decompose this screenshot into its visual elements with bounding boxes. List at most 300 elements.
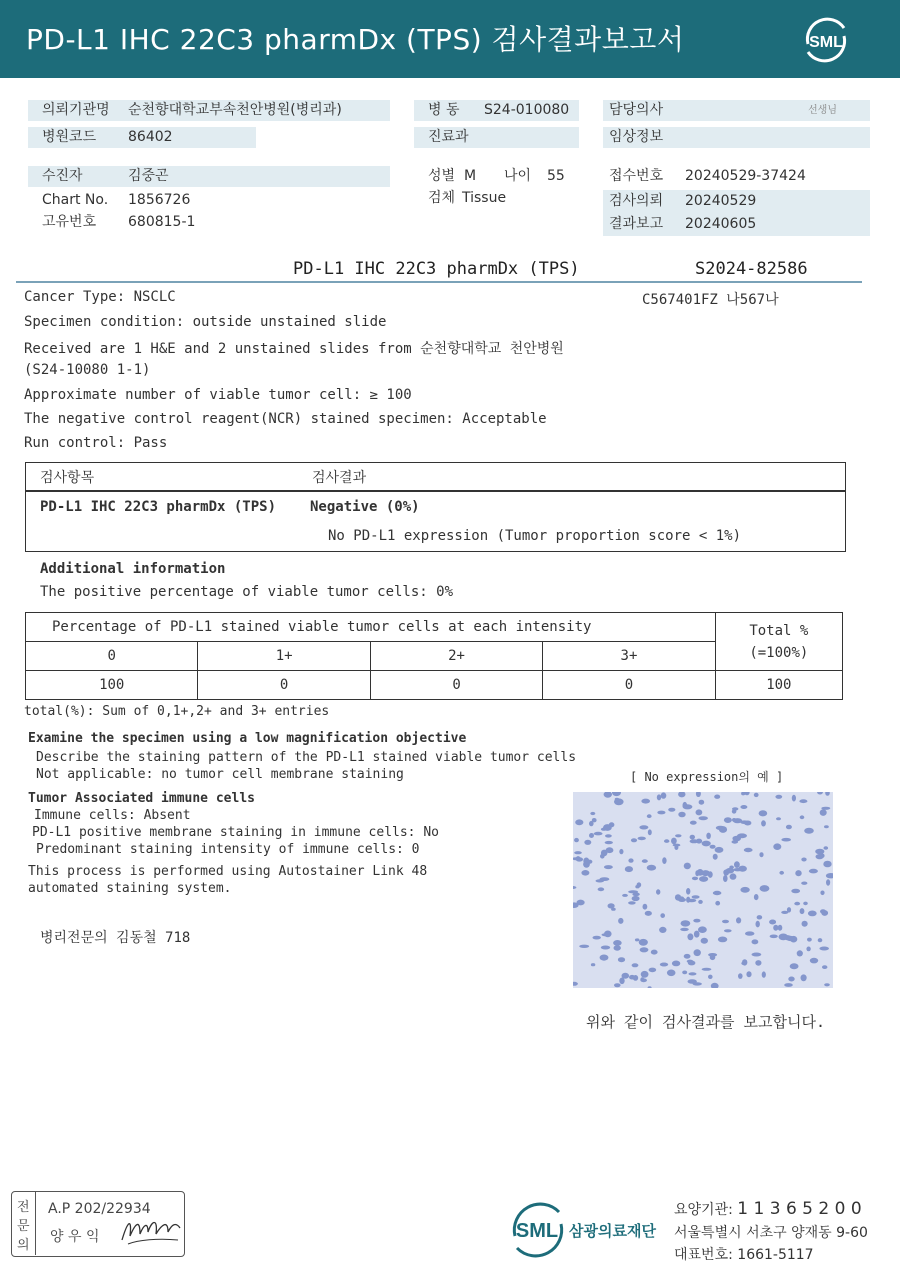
receipt-no-field xyxy=(603,166,870,187)
cell-nucleus xyxy=(800,908,805,914)
immune-line: Immune cells: Absent xyxy=(34,808,191,823)
chart-no-value: 1856726 xyxy=(128,192,191,208)
cell-nucleus xyxy=(795,870,801,876)
institution-label: 의뢰기관명 xyxy=(42,102,110,118)
cell-nucleus xyxy=(574,851,582,854)
cell-nucleus xyxy=(752,953,762,957)
cell-nucleus xyxy=(671,838,677,845)
cell-nucleus xyxy=(576,856,581,861)
cell-nucleus xyxy=(699,800,705,805)
cell-nucleus xyxy=(821,910,828,916)
cell-nucleus xyxy=(722,920,729,923)
result-item: PD-L1 IHC 22C3 pharmDx (TPS) xyxy=(40,499,277,515)
cell-nucleus xyxy=(773,843,781,850)
cell-nucleus xyxy=(594,832,603,836)
value-cell: 100 xyxy=(26,671,198,700)
cell-nucleus xyxy=(706,833,711,839)
cell-nucleus xyxy=(822,965,827,969)
receipt-no-value: 20240529-37424 xyxy=(685,168,806,184)
cell-nucleus xyxy=(614,983,621,987)
hospital-code-label: 병원코드 xyxy=(42,129,97,145)
specimen-value: Tissue xyxy=(462,190,507,206)
cell-nucleus xyxy=(628,901,636,904)
cell-nucleus xyxy=(754,894,759,900)
cell-nucleus xyxy=(615,798,619,801)
cell-nucleus xyxy=(784,983,793,987)
level-cell: 3+ xyxy=(543,642,715,671)
report-line: (S24-10080 1-1) xyxy=(24,362,151,378)
report-line: Received are 1 H&E and 2 unstained slides from 순천향대학교 천안병원 xyxy=(24,341,564,357)
cell-nucleus xyxy=(581,870,589,876)
image-caption: [ No expression의 예 ] xyxy=(630,770,784,784)
result-table xyxy=(25,462,846,552)
signature xyxy=(118,1210,184,1250)
cell-nucleus xyxy=(631,838,637,842)
title-divider xyxy=(16,281,862,283)
cell-nucleus xyxy=(698,900,703,904)
cell-nucleus xyxy=(776,817,781,820)
age-label: 나이 xyxy=(504,168,532,184)
cell-nucleus xyxy=(693,982,702,985)
cell-nucleus xyxy=(786,825,792,830)
cell-nucleus xyxy=(797,950,803,956)
cell-nucleus xyxy=(699,816,708,820)
cell-nucleus xyxy=(804,828,814,834)
org-code: 1 1 3 6 5 2 0 0 xyxy=(737,1199,862,1219)
total-header-line1: Total % xyxy=(749,622,809,639)
cell-nucleus xyxy=(769,920,776,925)
examine-line: Not applicable: no tumor cell membrane staining xyxy=(36,767,404,782)
cell-nucleus xyxy=(590,812,595,815)
cell-nucleus xyxy=(667,970,676,977)
cell-nucleus xyxy=(802,921,808,927)
report-number: S2024-82586 xyxy=(695,259,808,279)
cell-nucleus xyxy=(810,958,818,964)
result-detail: No PD-L1 expression (Tumor proportion score < 1%) xyxy=(328,528,742,544)
cell-nucleus xyxy=(692,877,698,881)
pathologist: 병리전문의 김동철 718 xyxy=(40,930,191,946)
svg-text:SML: SML xyxy=(515,1220,559,1242)
cell-nucleus xyxy=(613,940,622,946)
cell-nucleus xyxy=(575,819,583,825)
cell-nucleus xyxy=(694,949,701,956)
cell-nucleus xyxy=(741,962,746,966)
cell-nucleus xyxy=(657,794,661,800)
examine-title: Examine the specimen using a low magnification objective xyxy=(28,731,467,746)
result-value: Negative (0%) xyxy=(310,499,420,515)
page-title: PD-L1 IHC 22C3 pharmDx (TPS) 검사결과보고서 xyxy=(26,23,685,56)
cell-nucleus xyxy=(734,861,740,868)
cell-nucleus xyxy=(759,810,768,816)
cell-nucleus xyxy=(715,847,724,853)
sex-value: M xyxy=(464,168,477,184)
report-line: Run control: Pass xyxy=(24,435,168,451)
cell-nucleus xyxy=(723,875,728,882)
cell-nucleus xyxy=(632,896,640,901)
intensity-header: Percentage of PD-L1 stained viable tumor cells at each intensity xyxy=(26,613,716,642)
doctor-field xyxy=(603,100,870,121)
cell-nucleus xyxy=(729,866,734,870)
cell-nucleus xyxy=(657,811,665,815)
cell-nucleus xyxy=(801,858,806,862)
cell-nucleus xyxy=(736,917,741,923)
cell-nucleus xyxy=(808,911,817,917)
cell-nucleus xyxy=(605,834,612,837)
microscopy-image xyxy=(573,792,833,988)
cell-nucleus xyxy=(816,854,824,859)
report-date-value: 20240605 xyxy=(685,216,757,232)
cell-nucleus xyxy=(738,973,743,979)
cell-nucleus xyxy=(611,908,616,911)
total-note: total(%): Sum of 0,1+,2+ and 3+ entries xyxy=(24,704,330,719)
org-phone: 1661-5117 xyxy=(737,1247,814,1263)
unique-no-label: 고유번호 xyxy=(42,214,97,230)
cell-nucleus xyxy=(757,915,763,919)
chart-no-label: Chart No. xyxy=(42,192,109,208)
cell-nucleus xyxy=(604,931,612,938)
cell-nucleus xyxy=(689,972,697,975)
cell-nucleus xyxy=(600,955,609,961)
cell-nucleus xyxy=(659,927,666,933)
hospital-code-value: 86402 xyxy=(128,129,173,145)
cell-nucleus xyxy=(686,888,690,895)
process-line: automated staining system. xyxy=(28,881,232,896)
cell-nucleus xyxy=(740,887,749,893)
cell-nucleus xyxy=(647,865,656,871)
total-header xyxy=(715,613,842,671)
cell-nucleus xyxy=(693,919,700,923)
org-code-row xyxy=(674,1199,862,1219)
cell-nucleus xyxy=(760,885,770,892)
cell-nucleus xyxy=(702,841,711,847)
cell-nucleus xyxy=(692,895,700,898)
result-col-item: 검사항목 xyxy=(40,470,95,486)
cell-nucleus xyxy=(639,939,648,946)
cell-nucleus xyxy=(740,805,747,809)
cell-nucleus xyxy=(687,933,693,940)
cell-nucleus xyxy=(645,911,652,916)
cell-nucleus xyxy=(639,825,648,829)
immune-line: PD-L1 positive membrane staining in immune cells: No xyxy=(32,825,439,840)
cell-nucleus xyxy=(698,926,707,933)
cell-nucleus xyxy=(713,891,722,895)
report-line: Specimen condition: outside unstained slide xyxy=(24,314,387,330)
cell-nucleus xyxy=(583,858,589,865)
cell-nucleus xyxy=(632,963,639,967)
specimen-field xyxy=(414,188,594,209)
institution-value: 순천향대학교부속천안병원(병리과) xyxy=(128,102,342,118)
patient-label: 수진자 xyxy=(42,168,83,184)
report-line: Approximate number of viable tumor cell: ≥ 100 xyxy=(24,387,412,403)
org-phone-row xyxy=(674,1244,814,1264)
institution-field xyxy=(28,100,390,121)
cell-nucleus xyxy=(635,938,640,941)
cell-nucleus xyxy=(635,885,639,888)
cell-nucleus xyxy=(733,868,742,871)
doctor-label: 담당의사 xyxy=(609,102,664,118)
cell-nucleus xyxy=(809,869,818,874)
cell-nucleus xyxy=(660,963,668,967)
pathologist-stamp xyxy=(11,1191,185,1257)
svg-text:SML: SML xyxy=(809,34,843,51)
cell-nucleus xyxy=(596,879,605,882)
cell-nucleus xyxy=(647,814,652,818)
cell-nucleus xyxy=(697,869,704,876)
cell-nucleus xyxy=(628,858,633,862)
cell-nucleus xyxy=(593,936,601,940)
report-date-label: 결과보고 xyxy=(609,216,664,232)
hospital-code-field xyxy=(28,127,256,148)
cell-nucleus xyxy=(820,891,824,896)
stamp-name: 양 우 익 xyxy=(50,1229,100,1245)
cell-nucleus xyxy=(801,882,807,885)
cell-nucleus xyxy=(682,971,687,975)
level-cell: 0 xyxy=(26,642,198,671)
cell-nucleus xyxy=(601,946,610,950)
cell-nucleus xyxy=(824,983,830,986)
org-code-label: 요양기관: xyxy=(674,1202,733,1218)
cell-nucleus xyxy=(625,866,633,872)
cell-nucleus xyxy=(574,838,579,842)
cell-nucleus xyxy=(694,931,700,938)
cell-nucleus xyxy=(649,968,657,973)
cell-nucleus xyxy=(826,879,830,885)
cell-nucleus xyxy=(724,929,732,932)
cell-nucleus xyxy=(656,889,660,894)
cell-nucleus xyxy=(614,945,621,950)
cell-nucleus xyxy=(675,834,681,837)
cell-nucleus xyxy=(622,973,630,979)
result-col-result: 검사결과 xyxy=(312,470,367,486)
department-field xyxy=(414,127,579,148)
cell-nucleus xyxy=(819,947,829,951)
cell-nucleus xyxy=(589,833,594,838)
intensity-table xyxy=(25,612,843,700)
cell-nucleus xyxy=(801,974,807,981)
specimen-code: C567401FZ 나567나 xyxy=(642,292,779,308)
report-line: The negative control reagent(NCR) stained specimen: Acceptable xyxy=(24,411,547,427)
cell-nucleus xyxy=(762,971,766,977)
cell-nucleus xyxy=(684,863,691,870)
cell-nucleus xyxy=(815,849,824,855)
cell-nucleus xyxy=(603,824,612,831)
cell-nucleus xyxy=(686,897,690,903)
cell-nucleus xyxy=(779,871,784,875)
immune-line: Predominant staining intensity of immune cells: 0 xyxy=(36,842,420,857)
cell-nucleus xyxy=(781,838,791,842)
cell-nucleus xyxy=(628,890,638,893)
process-line: This process is performed using Autostainer Link 48 xyxy=(28,864,428,879)
cell-nucleus xyxy=(640,978,647,982)
cell-nucleus xyxy=(807,938,812,942)
cell-nucleus xyxy=(792,795,796,802)
cell-nucleus xyxy=(746,971,751,977)
cell-nucleus xyxy=(788,977,794,982)
cell-nucleus xyxy=(714,795,720,799)
cell-nucleus xyxy=(718,937,727,943)
cell-nucleus xyxy=(744,848,753,852)
sml-logo xyxy=(800,14,852,66)
cell-nucleus xyxy=(755,960,761,966)
cell-nucleus xyxy=(660,913,665,918)
cell-nucleus xyxy=(678,812,685,818)
examine-line: Describe the staining pattern of the PD-L1 stained viable tumor cells xyxy=(36,750,577,765)
cell-nucleus xyxy=(604,865,613,869)
result-table-divider xyxy=(26,490,845,492)
receipt-no-label: 접수번호 xyxy=(609,168,664,184)
cell-nucleus xyxy=(598,887,605,891)
patient-value: 김중곤 xyxy=(128,168,169,184)
ward-label: 병 동 xyxy=(428,102,460,118)
cell-nucleus xyxy=(715,901,720,906)
stamp-char: 의 xyxy=(17,1238,30,1253)
cell-nucleus xyxy=(690,821,697,825)
request-date-label: 검사의뢰 xyxy=(609,193,664,209)
unique-no-value: 680815-1 xyxy=(128,214,196,230)
cell-nucleus xyxy=(642,859,648,863)
cell-nucleus xyxy=(770,935,778,939)
cell-nucleus xyxy=(648,829,652,835)
cell-nucleus xyxy=(791,889,800,894)
cell-nucleus xyxy=(696,809,703,815)
footer-sml-logo xyxy=(511,1200,661,1260)
cell-nucleus xyxy=(690,835,695,840)
sex-label: 성별 xyxy=(428,168,456,184)
cell-nucleus xyxy=(606,847,614,853)
cell-nucleus xyxy=(775,795,782,799)
specimen-label: 검체 xyxy=(428,190,456,206)
cell-nucleus xyxy=(661,792,667,798)
cell-nucleus xyxy=(824,825,829,828)
stamp-side xyxy=(12,1192,36,1255)
report-header xyxy=(0,0,900,78)
cell-nucleus xyxy=(690,839,699,843)
unique-no-field xyxy=(28,212,390,233)
cell-nucleus xyxy=(710,845,716,849)
cell-nucleus xyxy=(806,947,810,952)
cell-nucleus xyxy=(824,846,829,850)
cell-nucleus xyxy=(823,861,831,868)
ward-value: S24-010080 xyxy=(484,102,570,118)
cell-nucleus xyxy=(737,833,747,838)
request-date-value: 20240529 xyxy=(685,193,757,209)
cell-nucleus xyxy=(790,963,799,969)
additional-title: Additional information xyxy=(40,561,226,577)
cell-nucleus xyxy=(638,837,646,841)
clinical-info-label: 임상정보 xyxy=(609,129,664,145)
cell-nucleus xyxy=(618,957,625,962)
clinical-info-field xyxy=(603,127,870,148)
cell-nucleus xyxy=(681,920,691,926)
cell-nucleus xyxy=(640,947,649,952)
cell-nucleus xyxy=(818,938,823,942)
cell-nucleus xyxy=(672,961,680,967)
cell-nucleus xyxy=(673,844,681,847)
cell-nucleus xyxy=(684,954,691,959)
department-label: 진료과 xyxy=(428,129,469,145)
cell-nucleus xyxy=(589,821,594,826)
cell-nucleus xyxy=(683,802,688,809)
cell-nucleus xyxy=(803,902,808,906)
cell-nucleus xyxy=(708,975,713,979)
report-line: Cancer Type: NSCLC xyxy=(24,289,176,305)
cell-nucleus xyxy=(787,907,791,912)
cell-nucleus xyxy=(779,934,789,941)
cell-nucleus xyxy=(702,968,712,971)
cell-nucleus xyxy=(732,818,736,822)
cell-nucleus xyxy=(591,963,595,966)
value-cell: 0 xyxy=(543,671,715,700)
cell-nucleus xyxy=(619,849,623,854)
stamp-char: 전 xyxy=(17,1200,30,1215)
cell-nucleus xyxy=(800,815,805,819)
cell-nucleus xyxy=(579,945,589,948)
cell-nucleus xyxy=(664,839,669,843)
dates-field xyxy=(603,190,870,236)
value-cell: 0 xyxy=(198,671,370,700)
value-cell: 0 xyxy=(370,671,542,700)
cell-nucleus xyxy=(820,809,827,816)
cell-nucleus xyxy=(605,841,613,844)
cell-nucleus xyxy=(699,876,708,882)
svg-text:삼광의료재단: 삼광의료재단 xyxy=(569,1222,656,1240)
age-value: 55 xyxy=(547,168,565,184)
cell-nucleus xyxy=(680,928,689,931)
cell-nucleus xyxy=(724,817,732,823)
cell-nucleus xyxy=(662,857,666,864)
cell-nucleus xyxy=(701,938,708,944)
total-header-line2: (=100%) xyxy=(749,644,809,661)
cell-nucleus xyxy=(619,978,624,985)
cell-nucleus xyxy=(732,809,737,813)
chart-no-field xyxy=(28,190,390,211)
cell-nucleus xyxy=(754,793,759,797)
patient-field xyxy=(28,166,390,187)
cell-nucleus xyxy=(629,975,635,980)
cell-nucleus xyxy=(641,799,650,804)
cell-nucleus xyxy=(668,808,675,812)
org-address: 서울특별시 서초구 양재동 9-60 xyxy=(674,1225,868,1241)
cell-nucleus xyxy=(730,873,737,879)
stamp-id: A.P 202/22934 xyxy=(48,1201,151,1217)
cell-nucleus xyxy=(641,971,649,978)
cell-nucleus xyxy=(643,904,648,910)
cell-nucleus xyxy=(773,925,778,931)
stamp-char: 문 xyxy=(17,1219,30,1234)
total-cell: 100 xyxy=(715,671,842,700)
cell-nucleus xyxy=(759,852,763,857)
cell-nucleus xyxy=(618,918,623,924)
closing-statement: 위와 같이 검사결과를 보고합니다. xyxy=(586,1013,825,1031)
sex-age-field xyxy=(414,166,594,187)
cell-nucleus xyxy=(778,925,783,931)
additional-text: The positive percentage of viable tumor cells: 0% xyxy=(40,584,454,600)
cell-nucleus xyxy=(794,902,800,906)
cell-nucleus xyxy=(719,826,727,833)
cell-nucleus xyxy=(687,960,694,963)
cell-nucleus xyxy=(799,799,807,803)
doctor-suffix: 선생님 xyxy=(808,105,837,116)
cell-nucleus xyxy=(745,931,754,935)
level-cell: 1+ xyxy=(198,642,370,671)
cell-nucleus xyxy=(752,939,759,944)
cell-nucleus xyxy=(761,820,766,826)
org-phone-label: 대표번호: xyxy=(674,1247,733,1263)
cell-nucleus xyxy=(622,894,628,897)
cell-nucleus xyxy=(651,950,658,955)
cell-nucleus xyxy=(584,840,591,845)
cell-nucleus xyxy=(675,894,681,900)
